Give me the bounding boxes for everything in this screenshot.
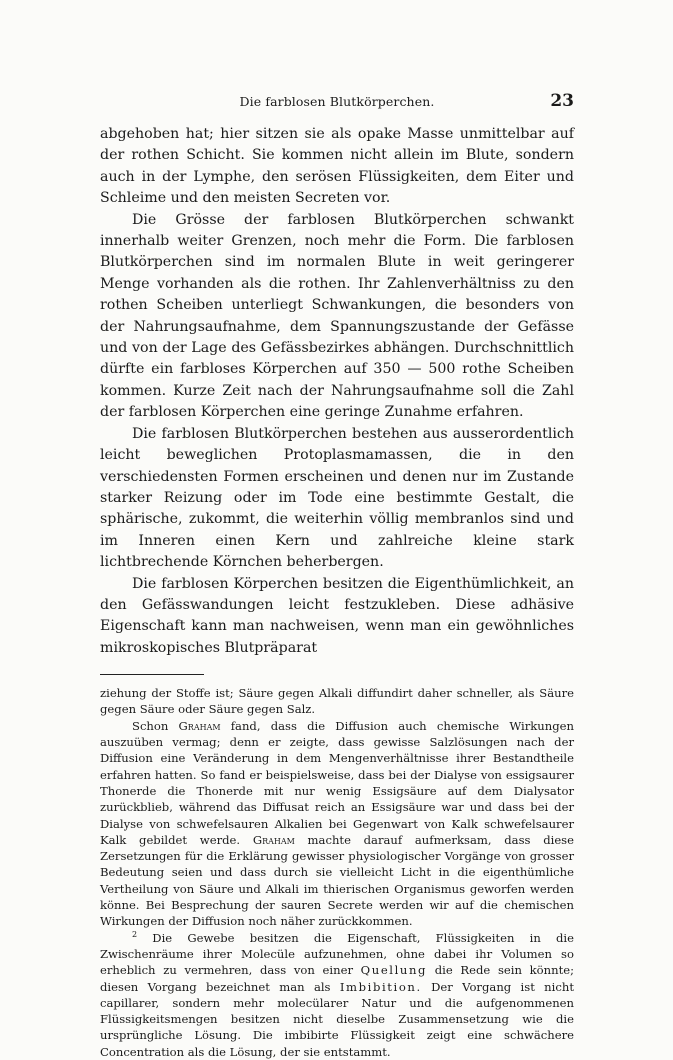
footnote-text: die Rede sein könnte; diesen Vorgang bezeichnet man als [100, 963, 574, 994]
footnote-separator [100, 674, 204, 675]
footnote-1-paragraph-2 [100, 718, 574, 930]
footnote-text: fand, dass die Diffusion auch chemische Wirkungen auszuüben vermag; denn er zeigte, dass gewisse Salzlösungen nach der Diffusion eine Veränderung in dem Mengenverhältnisse ihrer Bestandtheile erfahren hatten. So fand er beispielsweise, dass bei der Dialyse von essigsaurer Thonerde die Thonerde mit nur wenig Essigsäure auf dem Dialysator zurückblieb, während das Diffusat reich an Essigsäure war und dass bei der Dialyse von schwefelsauren Alkalien bei Gegenwart von Kalk schwefelsaurer Kalk gebildet werde. [100, 718, 574, 847]
footnote-text: Die Gewebe besitzen die Eigenschaft, Flüssigkeiten in die Zwischenräume ihrer Molecüle aufzunehmen, ohne dabei ihr Volumen so erheblich zu vermehren, dass von einer [100, 930, 574, 978]
footnotes [100, 685, 574, 1060]
footnote-text: Schon [132, 718, 179, 733]
main-text [100, 124, 574, 659]
footnote-marker: 2 [132, 929, 138, 939]
running-head [100, 92, 574, 114]
footnote-2 [100, 930, 574, 1060]
paragraph-2: Die Grösse der farblosen Blutkörperchen schwankt innerhalb weiter Grenzen, noch mehr die Form. Die farblosen Blutkörperchen sind im normalen Blute in weit geringerer Menge vorhanden als die rothen. Ihr Zahlenverhältniss zu den rothen Scheiben unterliegt Schwankungen, die besonders von der Nahrungsaufnahme, dem Spannungszustande der Gefässe und von der Lage des Gefässbezirkes abhängen. Durchschnittlich dürfte ein farbloses Körperchen auf 350 — 500 rothe Scheiben kommen. Kurze Zeit nach der Nahrungsaufnahme soll die Zahl der farblosen Körperchen eine geringe Zunahme erfahren. [100, 211, 574, 421]
term-imbibition: Imbibition. [339, 979, 422, 994]
running-title: Die farblosen Blutkörperchen. [239, 94, 435, 109]
term-quellung: Quellung [360, 963, 428, 978]
footnote-text: Der Vorgang ist nicht capillarer, sondern mehr molecülarer Natur und die aufgenommenen Flüssigkeitsmengen besitzen nicht dieselbe Zusammensetzung wie die ursprüngliche Lösung. Die imbibirte Flüssigkeit zeigt eine schwächere Concentration als die Lösung, der sie entstammt. [100, 979, 574, 1059]
book-page [100, 92, 574, 1060]
paragraph-4: Die farblosen Körperchen besitzen die Eigenthümlichkeit, an den Gefässwandungen leicht festzukleben. Diese adhäsive Eigenschaft kann man nachweisen, wenn man ein gewöhnliches mikroskopisches Blutpräparat [100, 575, 574, 656]
author-name-graham: Graham [178, 718, 221, 733]
paragraph-3: Die farblosen Blutkörperchen bestehen aus ausserordentlich leicht beweglichen Protoplasmamassen, die in den verschiedensten Formen erscheinen und denen nur im Zustande starker Reizung oder im Tode eine bestimmte Gestalt, die sphärische, zukommt, die weiterhin völlig membranlos sind und im Inneren einen Kern und zahlreiche kleine stark lichtbrechende Körnchen beherbergen. [100, 425, 574, 571]
footnote-text: machte darauf aufmerksam, dass diese Zersetzungen für die Erklärung gewisser physiologischer Vorgänge von grosser Bedeutung seien und dass durch sie vielleicht Licht in die eigenthümliche Vertheilung von Säure und Alkali im thierischen Organismus geworfen werden könne. Bei Besprechung der sauren Secrete werden wir auf die chemischen Wirkungen der Diffusion noch näher zurückkommen. [100, 832, 574, 929]
paragraph-1: abgehoben hat; hier sitzen sie als opake Masse unmittelbar auf der rothen Schicht. Sie kommen nicht allein im Blute, sondern auch in der Lymphe, den serösen Flüssigkeiten, dem Eiter und Schleime und den meisten Secreten vor. [100, 126, 574, 207]
author-name-graham: Graham [252, 832, 295, 847]
page-number: 23 [550, 91, 574, 111]
footnote-1-continuation: ziehung der Stoffe ist; Säure gegen Alkali diffundirt daher schneller, als Säure gegen Säure oder Säure gegen Salz. [100, 686, 574, 717]
